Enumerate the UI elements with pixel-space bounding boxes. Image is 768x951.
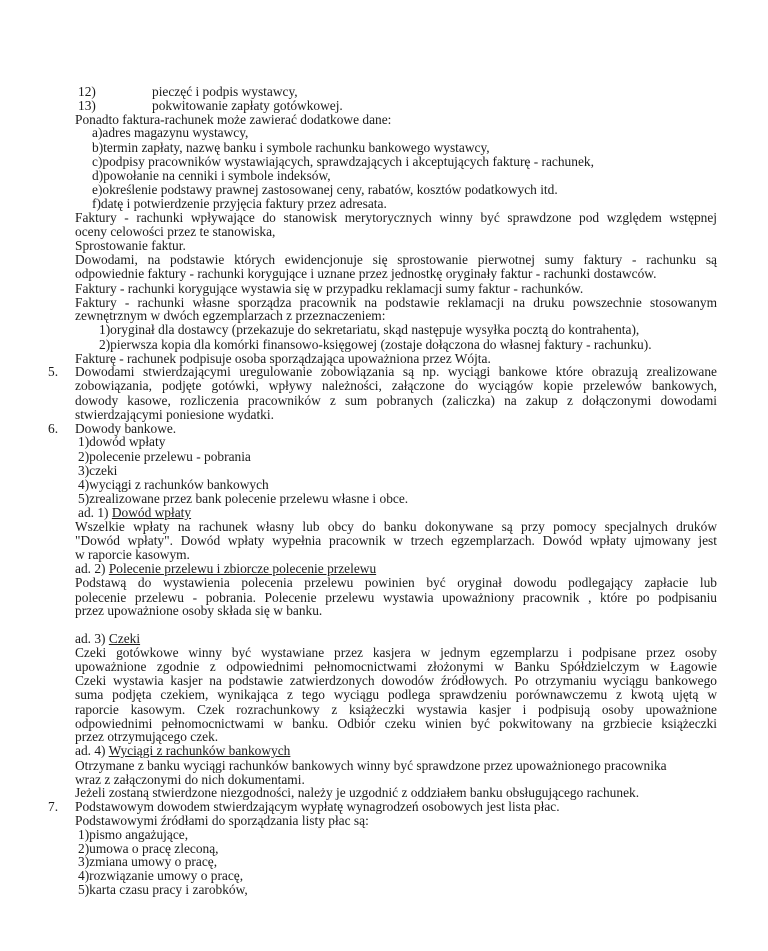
list-item: c)podpisy pracowników wystawiających, sprawdzających i akceptujących fakturę - rachunek, (92, 153, 594, 169)
paragraph-line: Ponadto faktura-rachunek może zawierać dodatkowe dane: (75, 111, 392, 127)
subsection-prefix: ad. 3) (75, 631, 109, 646)
list-item-text: pokwitowanie zapłaty gotówkowej. (152, 97, 343, 113)
list-item: 5)zrealizowane przez bank polecenie przelewu własne i obce. (78, 491, 409, 507)
section-number: 7. (48, 799, 59, 815)
list-item: 3)czeki (78, 462, 118, 478)
list-item: 4)wyciągi z rachunków bankowych (78, 476, 269, 492)
paragraph-line: Czeki wystawia kasjer na podstawie zatwierdzonych dowodów źródłowych. Po otrzymaniu wyciągu bankowego (75, 673, 717, 689)
list-item: 2)polecenie przelewu - pobrania (78, 448, 251, 464)
paragraph-line: Dowodami, na podstawie których ewidencjonuje się sprostowanie pierwotnej sumy faktury - rachunku są (75, 252, 717, 268)
paragraph-line: przez upoważnione osoby składa się w banku. (75, 603, 323, 619)
list-item-text: pieczęć i podpis wystawcy, (152, 84, 298, 99)
list-number: 12) (78, 84, 96, 99)
paragraph-line: zobowiązania, podjęte gotówki, wpływy należności, załączone do wyciągów kopie przelewów bankowych, (75, 378, 717, 394)
paragraph-line: polecenie przelewu - pobrania. Polecenie przelewu wystawia upoważniony pracownik , które po podpisaniu (75, 589, 717, 605)
list-item: b)termin zapłaty, nazwę banku i symbole rachunku bankowego wystawcy, (92, 140, 490, 156)
subsection-prefix: ad. 1) (78, 505, 112, 520)
paragraph-line: odpowiednimi pełnomocnictwami w banku. Odbiór czeku winien być pokwitowany na grzbiecie książeczki (75, 715, 717, 731)
paragraph-line: stwierdzającymi poniesione wydatki. (75, 406, 274, 422)
paragraph-line: wraz z załączonymi do nich dokumentami. (75, 771, 305, 787)
list-item: 1)pismo angażujące, (78, 826, 189, 842)
paragraph-line: Faktury - rachunki korygujące wystawia się w przypadku reklamacji sumy faktur - rachunków. (75, 280, 584, 296)
section-number: 6. (48, 420, 59, 436)
paragraph-line: Otrzymane z banku wyciągi rachunków bankowych winny być sprawdzone przez upoważnionego pracownika (75, 757, 667, 773)
paragraph-line: Faktury - rachunki własne sporządza pracownik na podstawie reklamacji na druku powszechnie stosowanym (75, 294, 717, 310)
paragraph-line: "Dowód wpłaty". Dowód wpłaty wypełnia pracownik w trzech egzemplarzach. Dowód wpłaty ujmowany jest (75, 532, 717, 548)
paragraph-line: suma podjęta czekiem, wynikająca z tego wyciągu podlega sprawdzeniu porównawczemu z kwotą ujętą w (75, 687, 717, 702)
list-item: 4)rozwiązanie umowy o pracę, (78, 868, 244, 884)
paragraph-line: Fakturę - rachunek podpisuje osoba sporządzająca upoważniona przez Wójta. (75, 350, 491, 366)
paragraph-line: Podstawą do wystawienia polecenia przelewu powinien być oryginał dowodu podlegający zapłacie lub (75, 574, 717, 590)
paragraph-line: Podstawowym dowodem stwierdzającym wypłatę wynagrodzeń osobowych jest lista płac. (75, 799, 560, 815)
list-item: e)określenie podstawy prawnej zastosowanej ceny, rabatów, kosztów podatkowych itd. (92, 182, 558, 198)
paragraph-line: Czeki gotówkowe winny być wystawiane przez kasjera w jednym egzemplarzu i podpisane przez osoby (75, 644, 717, 660)
paragraph-line: Jeżeli zostaną stwierdzone niezgodności, należy je uzgodnić z oddziałem banku obsługującego rachunek. (75, 785, 640, 801)
subsection-prefix: ad. 2) (75, 561, 109, 577)
paragraph-line: oceny celowości przez te stanowiska, (75, 223, 276, 239)
subsection-prefix: ad. 4) (75, 743, 109, 759)
list-item: f)datę i potwierdzenie przyjęcia faktury przez adresata. (92, 196, 387, 212)
list-item: 5)karta czasu pracy i zarobków, (78, 882, 248, 897)
list-item: 1)oryginał dla dostawcy (przekazuje do sekretariatu, skąd następuje wysyłka pocztą do kontrahenta), (99, 322, 640, 338)
subsection-heading (75, 743, 290, 759)
list-item: 3)zmiana umowy o pracę, (78, 854, 218, 870)
paragraph-line: raporcie kasowym. Czek rozrachunkowy z książeczki wystawia kasjer i podpisują osoby upoważnione (75, 701, 717, 717)
list-item: 2)umowa o pracę zleconą, (78, 840, 219, 856)
section-heading: Dowody bankowe. (75, 420, 177, 436)
subsection-title: Czeki (108, 631, 141, 646)
paragraph-line: przez otrzymującego czek. (75, 729, 219, 745)
subsection-title: Dowód wpłaty (111, 505, 192, 520)
subsection-title: Wyciągi z rachunków bankowych (108, 743, 291, 759)
paragraph-line: w raporcie kasowym. (75, 547, 190, 563)
list-item: a)adres magazynu wystawcy, (92, 125, 249, 141)
paragraph-line: Wszelkie wpłaty na rachunek własny lub obcy do banku dokonywane są przy pomocy specjalnych druków (75, 518, 717, 534)
list-item: 2)pierwsza kopia dla komórki finansowo-księgowej (zostaje dołączona do własnej faktury - rachunku). (99, 336, 652, 352)
list-item: 1)dowód wpłaty (78, 434, 166, 450)
paragraph-line: odpowiednie faktury - rachunki korygujące i uznane przez jednostkę oryginały faktur - rachunki dostawców. (75, 266, 657, 281)
section-heading: Sprostowanie faktur. (75, 238, 186, 254)
paragraph-line: zewnętrznym w dwóch egzemplarzach z przeznaczeniem: (75, 308, 386, 324)
paragraph-line: Podstawowymi źródłami do sporządzania listy płac są: (75, 813, 369, 828)
list-item: d)powołanie na cenniki i symbole indeksów, (92, 167, 331, 183)
subsection-title: Polecenie przelewu i zbiorcze polecenie przelewu (108, 561, 377, 577)
list-number: 13) (78, 97, 96, 113)
paragraph-line: dowody kasowe, rozliczenia pracowników z sum pobranych (zaliczka) na zakup z dołączonymi dowodami (75, 392, 717, 408)
paragraph-line: Dowodami stwierdzającymi uregulowanie zobowiązania są np. wyciągi bankowe które obrazują zrealizowane (75, 364, 717, 380)
paragraph-line: upoważnione zgodnie z odpowiednimi pełnomocnictwami złożonymi w Banku Spółdzielczym w Łagowie (75, 659, 717, 675)
paragraph-line: Faktury - rachunki wpływające do stanowisk merytorycznych winny być sprawdzone pod względem wstępnej (75, 210, 717, 225)
section-number: 5. (48, 364, 59, 380)
